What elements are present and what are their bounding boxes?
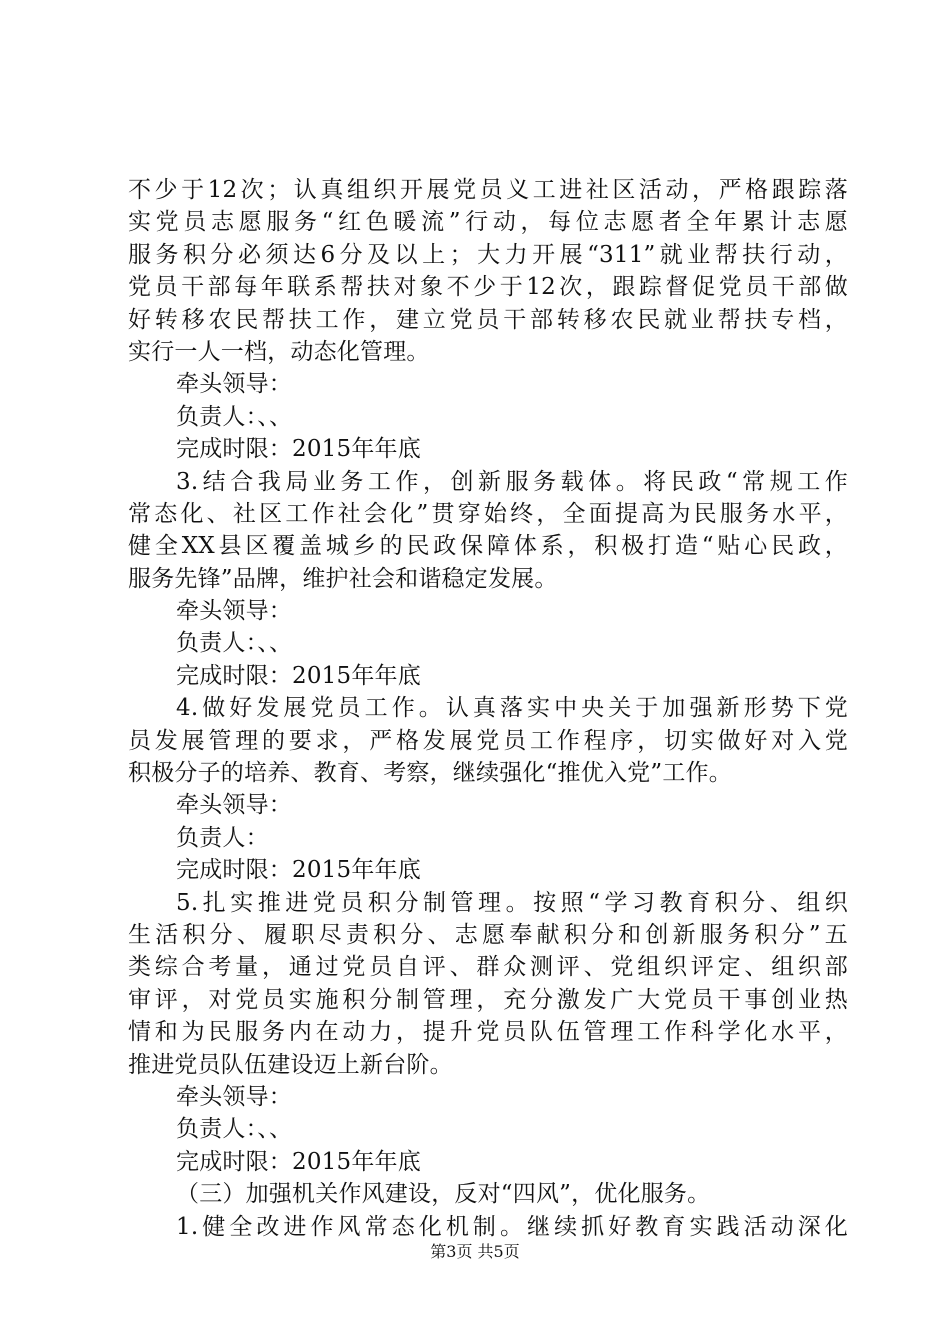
text-line: 不少于12次；认真组织开展党员义工进社区活动，严格跟踪落 [128, 177, 848, 203]
text-line: 负责人：、、 [176, 403, 293, 430]
document-body [128, 174, 848, 1243]
text-line: 健全XX县区覆盖城乡的民政保障体系，积极打造“贴心民政， [128, 533, 848, 560]
text-line: 员发展管理的要求，严格发展党员工作程序，切实做好对入党 [128, 727, 848, 754]
text-line: 5.扎实推进党员积分制管理。按照“学习教育积分、组织 [176, 889, 848, 916]
text-line: 类综合考量，通过党员自评、群众测评、党组织评定、组织部 [128, 954, 848, 981]
text-line: 牵头领导： [176, 1083, 292, 1110]
text-line: 负责人：、、 [176, 630, 293, 657]
text-line: 1.健全改进作风常态化机制。继续抓好教育实践活动深化 [176, 1213, 848, 1240]
text-line: 服务积分必须达6分及以上；大力开展“311”就业帮扶行动， [128, 241, 848, 268]
text-line: 实行一人一档，动态化管理。 [128, 338, 430, 365]
text-line: 完成时限：2015年年底 [176, 662, 421, 689]
text-line: 党员干部每年联系帮扶对象不少于12次，跟踪督促党员干部做 [128, 274, 848, 301]
text-line: 审评，对党员实施积分制管理，充分激发广大党员干事创业热 [128, 986, 848, 1013]
text-line: 牵头领导： [176, 598, 292, 625]
text-line: 完成时限：2015年年底 [176, 436, 421, 463]
text-line: 服务先锋”品牌，维护社会和谐稳定发展。 [128, 565, 558, 592]
text-line: 好转移农民帮扶工作，建立党员干部转移农民就业帮扶专档， [128, 306, 848, 333]
text-line: 完成时限：2015年年底 [176, 1148, 421, 1175]
text-line: （三）加强机关作风建设，反对“四风”，优化服务。 [176, 1181, 711, 1208]
text-line: 负责人： [176, 824, 269, 851]
text-line: 生活积分、履职尽责积分、志愿奉献积分和创新服务积分”五 [128, 921, 848, 948]
text-line: 牵头领导： [176, 371, 292, 398]
page-number-footer: 第3页 共5页 [430, 1242, 520, 1261]
text-line: 推进党员队伍建设迈上新台阶。 [128, 1051, 453, 1078]
text-line: 4.做好发展党员工作。认真落实中央关于加强新形势下党 [176, 695, 848, 722]
text-line: 积极分子的培养、教育、考察，继续强化“推优入党”工作。 [128, 760, 732, 787]
text-line: 3.结合我局业务工作，创新服务载体。将民政“常规工作 [176, 468, 848, 495]
text-line: 常态化、社区工作社会化”贯穿始终，全面提高为民服务水平， [128, 500, 848, 527]
text-line: 情和为民服务内在动力，提升党员队伍管理工作科学化水平， [128, 1019, 848, 1046]
text-line: 牵头领导： [176, 792, 292, 819]
text-line: 负责人：、、 [176, 1116, 293, 1143]
text-line: 实党员志愿服务“红色暖流”行动，每位志愿者全年累计志愿 [128, 209, 848, 236]
text-line: 完成时限：2015年年底 [176, 857, 421, 884]
